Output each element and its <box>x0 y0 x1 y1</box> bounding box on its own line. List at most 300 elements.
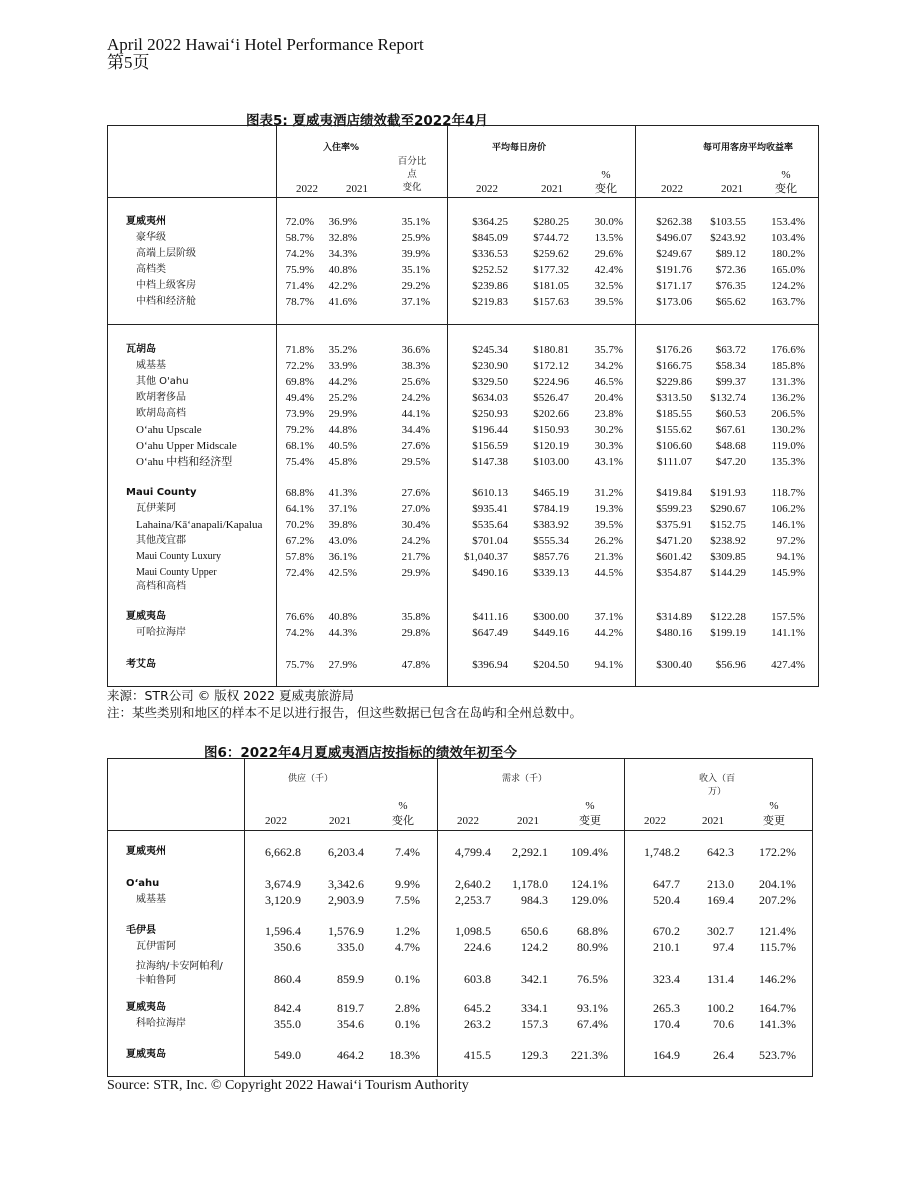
table6-cell: 26.4 <box>713 1048 734 1062</box>
table5-cell: 185.8% <box>771 360 805 372</box>
table6-cell: 464.2 <box>337 1048 364 1062</box>
table5-cell: 78.7% <box>285 296 314 308</box>
table5-cell: 73.9% <box>285 408 314 420</box>
table6-year-header: 2022 <box>457 815 479 827</box>
table5-cell: 64.1% <box>285 503 314 515</box>
table5-year-header: 2022 <box>661 183 683 195</box>
table5-source: 来源：STR公司 © 版权 2022 夏威夷旅游局 <box>107 688 354 703</box>
table5-cell: $383.92 <box>533 519 569 531</box>
table5-cell: $103.00 <box>533 456 569 468</box>
table5-cell: 75.7% <box>285 659 314 671</box>
table5-cell: 130.2% <box>771 424 805 436</box>
table5-cell: $601.42 <box>656 551 692 563</box>
table6-cell: 204.1% <box>759 877 796 891</box>
table6-cell: 6,203.4 <box>328 845 364 859</box>
table5-cell: $857.76 <box>533 551 569 563</box>
table6-cell: 645.2 <box>464 1001 491 1015</box>
table5-cell: $259.62 <box>533 248 569 260</box>
table6-cell: 2,292.1 <box>512 845 548 859</box>
table5-cell: $150.93 <box>533 424 569 436</box>
table5-cell: 27.6% <box>401 440 430 452</box>
table6-cell: 842.4 <box>274 1001 301 1015</box>
table6-cell: 67.4% <box>577 1017 608 1031</box>
table5-cell: 71.8% <box>285 344 314 356</box>
table5-cell: 180.2% <box>771 248 805 260</box>
table5-cell: 27.9% <box>328 659 357 671</box>
table5-cell: 146.1% <box>771 519 805 531</box>
table5-cell: $48.68 <box>715 440 746 452</box>
table5-subheader: 点 <box>407 169 417 180</box>
table6-cell: 350.6 <box>274 940 301 954</box>
table5-subheader: 变化 <box>775 183 797 195</box>
table5-cell: $177.32 <box>533 264 569 276</box>
table6-cell: 1,576.9 <box>328 924 364 938</box>
table5-row-label: 豪华级 <box>136 232 166 243</box>
table5-cell: 72.2% <box>285 360 314 372</box>
table6-cell: 520.4 <box>653 893 680 907</box>
table5-row-label: 可哈拉海岸 <box>136 627 186 638</box>
table5-subheader: 变化 <box>402 182 422 193</box>
table5-cell: 67.2% <box>285 535 314 547</box>
table5-cell: 72.4% <box>285 567 314 579</box>
table5-cell: $354.87 <box>656 567 692 579</box>
table5-cell: $103.55 <box>710 216 746 228</box>
table6-subheader: 变化 <box>392 815 414 827</box>
table5-row-label: 高档类 <box>136 264 166 275</box>
table5-cell: $219.83 <box>472 296 508 308</box>
table5-cell: $336.53 <box>472 248 508 260</box>
table6-row-label: 瓦伊雷阿 <box>136 941 176 952</box>
table5-cell: 41.3% <box>328 487 357 499</box>
table5-cell: 75.9% <box>285 264 314 276</box>
table5-row-label: Maui County Upper <box>136 567 217 578</box>
table5-cell: 39.9% <box>401 248 430 260</box>
table5-cell: $250.93 <box>472 408 508 420</box>
table5-cell: 157.5% <box>771 611 805 623</box>
table6-cell: 1,178.0 <box>512 877 548 891</box>
table5-cell: $58.34 <box>715 360 746 372</box>
table6-cell: 7.4% <box>395 845 420 859</box>
table5-cell: $65.62 <box>715 296 746 308</box>
table5-cell: $180.81 <box>533 344 569 356</box>
table6-row-label: 夏威夷州 <box>126 846 166 857</box>
table5-cell: 35.8% <box>401 611 430 623</box>
table6-cell: 603.8 <box>464 972 491 986</box>
table5-cell: 69.8% <box>285 376 314 388</box>
table6-cell: 97.4 <box>713 940 734 954</box>
table6-cell: 129.0% <box>571 893 608 907</box>
table6-subheader: % <box>769 800 779 812</box>
table5-cell: 30.4% <box>401 519 430 531</box>
table6-row-label: 威基基 <box>136 894 166 905</box>
table6-cell: 115.7% <box>759 940 796 954</box>
table6-cell: 100.2 <box>707 1001 734 1015</box>
table5-row-label: O‘ahu Upper Midscale <box>136 440 237 452</box>
table5-cell: 94.1% <box>776 551 805 563</box>
table5-cell: $202.66 <box>533 408 569 420</box>
table5-cell: 32.5% <box>594 280 623 292</box>
table5-year-header: 2021 <box>346 183 368 195</box>
table5-cell: $262.38 <box>656 216 692 228</box>
table5-note: 注：某些类别和地区的样本不足以进行报告，但这些数据已包含在岛屿和全州总数中。 <box>107 705 583 720</box>
table6-cell: 302.7 <box>707 924 734 938</box>
table6-cell: 1.2% <box>395 924 420 938</box>
table5-cell: $252.52 <box>472 264 508 276</box>
table5-cell: $496.07 <box>656 232 692 244</box>
table5-cell: $147.38 <box>472 456 508 468</box>
table5-cell: $120.19 <box>533 440 569 452</box>
table5-group-header: 入住率% <box>323 143 360 153</box>
table5-group-header: 平均每日房价 <box>492 143 547 153</box>
table5-cell: 29.2% <box>401 280 430 292</box>
table5 <box>107 125 819 687</box>
table5-row-label: Maui County <box>126 487 197 498</box>
table5-cell: $364.25 <box>472 216 508 228</box>
table6-cell: 18.3% <box>389 1048 420 1062</box>
table5-cell: 29.5% <box>401 456 430 468</box>
table5-cell: $411.16 <box>472 611 508 623</box>
table5-cell: 40.8% <box>328 611 357 623</box>
table5-cell: $89.12 <box>715 248 746 260</box>
table5-cell: $185.55 <box>656 408 692 420</box>
table5-cell: $199.19 <box>710 627 746 639</box>
table5-year-header: 2022 <box>476 183 498 195</box>
table5-cell: $300.00 <box>533 611 569 623</box>
table5-cell: $239.86 <box>472 280 508 292</box>
table5-cell: $243.92 <box>710 232 746 244</box>
table6-cell: 210.1 <box>653 940 680 954</box>
table5-cell: 21.7% <box>401 551 430 563</box>
table5-cell: $1,040.37 <box>464 551 508 563</box>
table6-cell: 549.0 <box>274 1048 301 1062</box>
table5-row-label: 其他 O'ahu <box>136 376 189 387</box>
table6-cell: 2,640.2 <box>455 877 491 891</box>
table6-cell: 221.3% <box>571 1048 608 1062</box>
table5-cell: 29.8% <box>401 627 430 639</box>
table5-cell: $249.67 <box>656 248 692 260</box>
table6-cell: 9.9% <box>395 877 420 891</box>
table6-year-header: 2021 <box>702 815 724 827</box>
table5-cell: 44.3% <box>328 627 357 639</box>
table5-cell: $339.13 <box>533 567 569 579</box>
table5-year-header: 2021 <box>541 183 563 195</box>
table5-cell: 35.7% <box>594 344 623 356</box>
table5-cell: $449.16 <box>533 627 569 639</box>
table5-cell: 36.1% <box>328 551 357 563</box>
table6-subheader: 变更 <box>763 815 785 827</box>
table6-year-header: 2022 <box>265 815 287 827</box>
table5-cell: $471.20 <box>656 535 692 547</box>
table6-cell: 3,120.9 <box>265 893 301 907</box>
table5-cell: 44.1% <box>401 408 430 420</box>
table5-cell: 30.3% <box>594 440 623 452</box>
table5-cell: 44.2% <box>594 627 623 639</box>
table6-cell: 650.6 <box>521 924 548 938</box>
table5-cell: $313.50 <box>656 392 692 404</box>
table5-cell: 176.6% <box>771 344 805 356</box>
table5-cell: 37.1% <box>401 296 430 308</box>
table5-cell: 36.6% <box>401 344 430 356</box>
table5-cell: $230.90 <box>472 360 508 372</box>
table5-cell: $72.36 <box>715 264 746 276</box>
table5-cell: $419.84 <box>656 487 692 499</box>
table6-cell: 263.2 <box>464 1017 491 1031</box>
table5-year-header: 2021 <box>721 183 743 195</box>
table6-cell: 164.7% <box>759 1001 796 1015</box>
table6-cell: 1,098.5 <box>455 924 491 938</box>
table5-cell: $329.50 <box>472 376 508 388</box>
table6-row-label: 卡帕鲁阿 <box>136 975 176 986</box>
table5-cell: $106.60 <box>656 440 692 452</box>
table5-cell: $63.72 <box>715 344 746 356</box>
table5-cell: 165.0% <box>771 264 805 276</box>
table5-cell: $204.50 <box>533 659 569 671</box>
table5-cell: 39.8% <box>328 519 357 531</box>
table5-cell: 27.0% <box>401 503 430 515</box>
table5-cell: $701.04 <box>472 535 508 547</box>
table5-cell: 19.3% <box>594 503 623 515</box>
table6-cell: 1,596.4 <box>265 924 301 938</box>
table5-cell: 79.2% <box>285 424 314 436</box>
table5-cell: $144.29 <box>710 567 746 579</box>
table6-cell: 124.2 <box>521 940 548 954</box>
table6-row-label: 毛伊县 <box>126 925 156 936</box>
table5-cell: $166.75 <box>656 360 692 372</box>
table6-cell: 68.8% <box>577 924 608 938</box>
table5-cell: $99.37 <box>715 376 746 388</box>
table5-cell: $47.20 <box>715 456 746 468</box>
table5-cell: $845.09 <box>472 232 508 244</box>
table5-cell: $157.63 <box>533 296 569 308</box>
table5-cell: 163.7% <box>771 296 805 308</box>
table5-cell: 24.2% <box>401 392 430 404</box>
table6-subheader: 变更 <box>579 815 601 827</box>
table5-cell: 46.5% <box>594 376 623 388</box>
table5-subheader: 变化 <box>595 183 617 195</box>
table6-cell: 4.7% <box>395 940 420 954</box>
table5-cell: $171.17 <box>656 280 692 292</box>
table5-row-label: 威基基 <box>136 360 166 371</box>
table5-cell: $155.62 <box>656 424 692 436</box>
table6-cell: 129.3 <box>521 1048 548 1062</box>
table5-cell: $60.53 <box>715 408 746 420</box>
table6-year-header: 2021 <box>329 815 351 827</box>
table6-cell: 109.4% <box>571 845 608 859</box>
table5-row-label: 夏威夷州 <box>126 216 166 227</box>
table5-cell: $480.16 <box>656 627 692 639</box>
table5-cell: 23.8% <box>594 408 623 420</box>
table6-year-header: 2022 <box>644 815 666 827</box>
table6-cell: 354.6 <box>337 1017 364 1031</box>
table6-cell: 213.0 <box>707 877 734 891</box>
table5-cell: $156.59 <box>472 440 508 452</box>
table6-group-header: 收入（百万） <box>698 774 735 797</box>
table6-year-header: 2021 <box>517 815 539 827</box>
table6-cell: 4,799.4 <box>455 845 491 859</box>
table5-row-label: Maui County Luxury <box>136 551 221 562</box>
table5-cell: $647.49 <box>472 627 508 639</box>
table6-cell: 0.1% <box>395 1017 420 1031</box>
table5-cell: 33.9% <box>328 360 357 372</box>
table5-cell: 76.6% <box>285 611 314 623</box>
table5-cell: 68.1% <box>285 440 314 452</box>
table6-cell: 80.9% <box>577 940 608 954</box>
table5-cell: 34.2% <box>594 360 623 372</box>
table5-cell: 58.7% <box>285 232 314 244</box>
table5-row-label: 其他茂宜郡 <box>136 535 186 546</box>
table6-row-label: 夏威夷岛 <box>126 1002 166 1013</box>
table5-cell: 35.2% <box>328 344 357 356</box>
table5-row-label: 中档和经济舱 <box>136 296 196 307</box>
table5-cell: 57.8% <box>285 551 314 563</box>
table6-cell: 2.8% <box>395 1001 420 1015</box>
table6-cell: 224.6 <box>464 940 491 954</box>
table5-cell: $300.40 <box>656 659 692 671</box>
table5-cell: 74.2% <box>285 248 314 260</box>
table5-cell: $172.12 <box>533 360 569 372</box>
table6-row-label: 拉海纳/卡安阿帕利/ <box>136 961 223 972</box>
table5-cell: 27.6% <box>401 487 430 499</box>
table5-cell: 42.2% <box>328 280 357 292</box>
table6-cell: 3,342.6 <box>328 877 364 891</box>
table5-cell: $191.76 <box>656 264 692 276</box>
table5-cell: 136.2% <box>771 392 805 404</box>
table5-cell: $132.74 <box>710 392 746 404</box>
table6-row-label: 科哈拉海岸 <box>136 1018 186 1029</box>
table5-cell: 31.2% <box>594 487 623 499</box>
table6-cell: 342.1 <box>521 972 548 986</box>
table6-cell: 355.0 <box>274 1017 301 1031</box>
table6-cell: 6,662.8 <box>265 845 301 859</box>
table5-cell: 103.4% <box>771 232 805 244</box>
table5-cell: $610.13 <box>472 487 508 499</box>
table6-cell: 323.4 <box>653 972 680 986</box>
table5-cell: 24.2% <box>401 535 430 547</box>
table5-cell: $465.19 <box>533 487 569 499</box>
table6 <box>107 758 813 1077</box>
table5-cell: 29.9% <box>328 408 357 420</box>
table6-row-label: O‘ahu <box>126 878 160 889</box>
table5-cell: 25.9% <box>401 232 430 244</box>
table5-cell: $76.35 <box>715 280 746 292</box>
table6-group-header: 供应（千） <box>288 774 334 784</box>
table5-cell: 97.2% <box>776 535 805 547</box>
table6-subheader: % <box>398 800 408 812</box>
table5-cell: $238.92 <box>710 535 746 547</box>
table5-cell: $245.34 <box>472 344 508 356</box>
table6-row-label: 夏威夷岛 <box>126 1049 166 1060</box>
table6-cell: 170.4 <box>653 1017 680 1031</box>
table5-row-label: 中档上级客房 <box>136 280 196 291</box>
table6-cell: 523.7% <box>759 1048 796 1062</box>
table5-cell: $173.06 <box>656 296 692 308</box>
table5-cell: 20.4% <box>594 392 623 404</box>
table5-cell: 74.2% <box>285 627 314 639</box>
table5-cell: 41.6% <box>328 296 357 308</box>
table5-cell: 49.4% <box>285 392 314 404</box>
table6-cell: 207.2% <box>759 893 796 907</box>
table5-cell: 34.3% <box>328 248 357 260</box>
table5-cell: $314.89 <box>656 611 692 623</box>
table5-cell: $191.93 <box>710 487 746 499</box>
table6-cell: 131.4 <box>707 972 734 986</box>
table6-cell: 7.5% <box>395 893 420 907</box>
table5-cell: 43.0% <box>328 535 357 547</box>
table5-row-label: O‘ahu Upscale <box>136 424 202 436</box>
table5-cell: 141.1% <box>771 627 805 639</box>
table5-row-label: 夏威夷岛 <box>126 611 166 622</box>
table5-cell: $111.07 <box>657 456 692 468</box>
table5-cell: 135.3% <box>771 456 805 468</box>
table5-cell: 43.1% <box>594 456 623 468</box>
table6-cell: 334.1 <box>521 1001 548 1015</box>
table6-cell: 76.5% <box>577 972 608 986</box>
table5-cell: 25.2% <box>328 392 357 404</box>
table5-cell: $309.85 <box>710 551 746 563</box>
table5-cell: $535.64 <box>472 519 508 531</box>
table6-source: Source: STR, Inc. © Copyright 2022 Hawai‘i Tourism Authority <box>107 1078 469 1093</box>
table5-cell: $122.28 <box>710 611 746 623</box>
table6-cell: 70.6 <box>713 1017 734 1031</box>
table5-cell: $526.47 <box>533 392 569 404</box>
table6-cell: 2,903.9 <box>328 893 364 907</box>
table6-cell: 819.7 <box>337 1001 364 1015</box>
table5-cell: 70.2% <box>285 519 314 531</box>
table5-cell: $152.75 <box>710 519 746 531</box>
table5-cell: $280.25 <box>533 216 569 228</box>
table5-cell: 30.2% <box>594 424 623 436</box>
table5-cell: 106.2% <box>771 503 805 515</box>
table5-title: 图表5: 夏威夷酒店绩效截至2022年4月 <box>246 113 488 129</box>
table5-cell: 21.3% <box>594 551 623 563</box>
table6-subheader: % <box>585 800 595 812</box>
table5-cell: 36.9% <box>328 216 357 228</box>
table5-cell: 44.8% <box>328 424 357 436</box>
table6-cell: 157.3 <box>521 1017 548 1031</box>
table6-cell: 415.5 <box>464 1048 491 1062</box>
table5-cell: $935.41 <box>472 503 508 515</box>
table5-cell: 25.6% <box>401 376 430 388</box>
table5-cell: 37.1% <box>328 503 357 515</box>
table5-cell: 75.4% <box>285 456 314 468</box>
table5-subheader: % <box>781 169 791 181</box>
table5-cell: 47.8% <box>401 659 430 671</box>
table5-cell: 145.9% <box>771 567 805 579</box>
table5-cell: 35.1% <box>401 264 430 276</box>
table5-cell: 44.2% <box>328 376 357 388</box>
table5-cell: 44.5% <box>594 567 623 579</box>
table6-cell: 2,253.7 <box>455 893 491 907</box>
table6-cell: 647.7 <box>653 877 680 891</box>
table6-cell: 859.9 <box>337 972 364 986</box>
table5-cell: $290.67 <box>710 503 746 515</box>
table5-cell: $784.19 <box>533 503 569 515</box>
table5-cell: 427.4% <box>771 659 805 671</box>
table5-cell: $744.72 <box>533 232 569 244</box>
table5-cell: $229.86 <box>656 376 692 388</box>
table6-cell: 121.4% <box>759 924 796 938</box>
table6-cell: 1,748.2 <box>644 845 680 859</box>
table6-cell: 642.3 <box>707 845 734 859</box>
table6-cell: 335.0 <box>337 940 364 954</box>
table6-cell: 984.3 <box>521 893 548 907</box>
table5-row-label: 瓦胡岛 <box>126 344 156 355</box>
table5-cell: 39.5% <box>594 296 623 308</box>
table5-cell: $555.34 <box>533 535 569 547</box>
table5-cell: 30.0% <box>594 216 623 228</box>
report-title: April 2022 Hawai‘i Hotel Performance Report <box>107 35 424 54</box>
table5-cell: 13.5% <box>594 232 623 244</box>
